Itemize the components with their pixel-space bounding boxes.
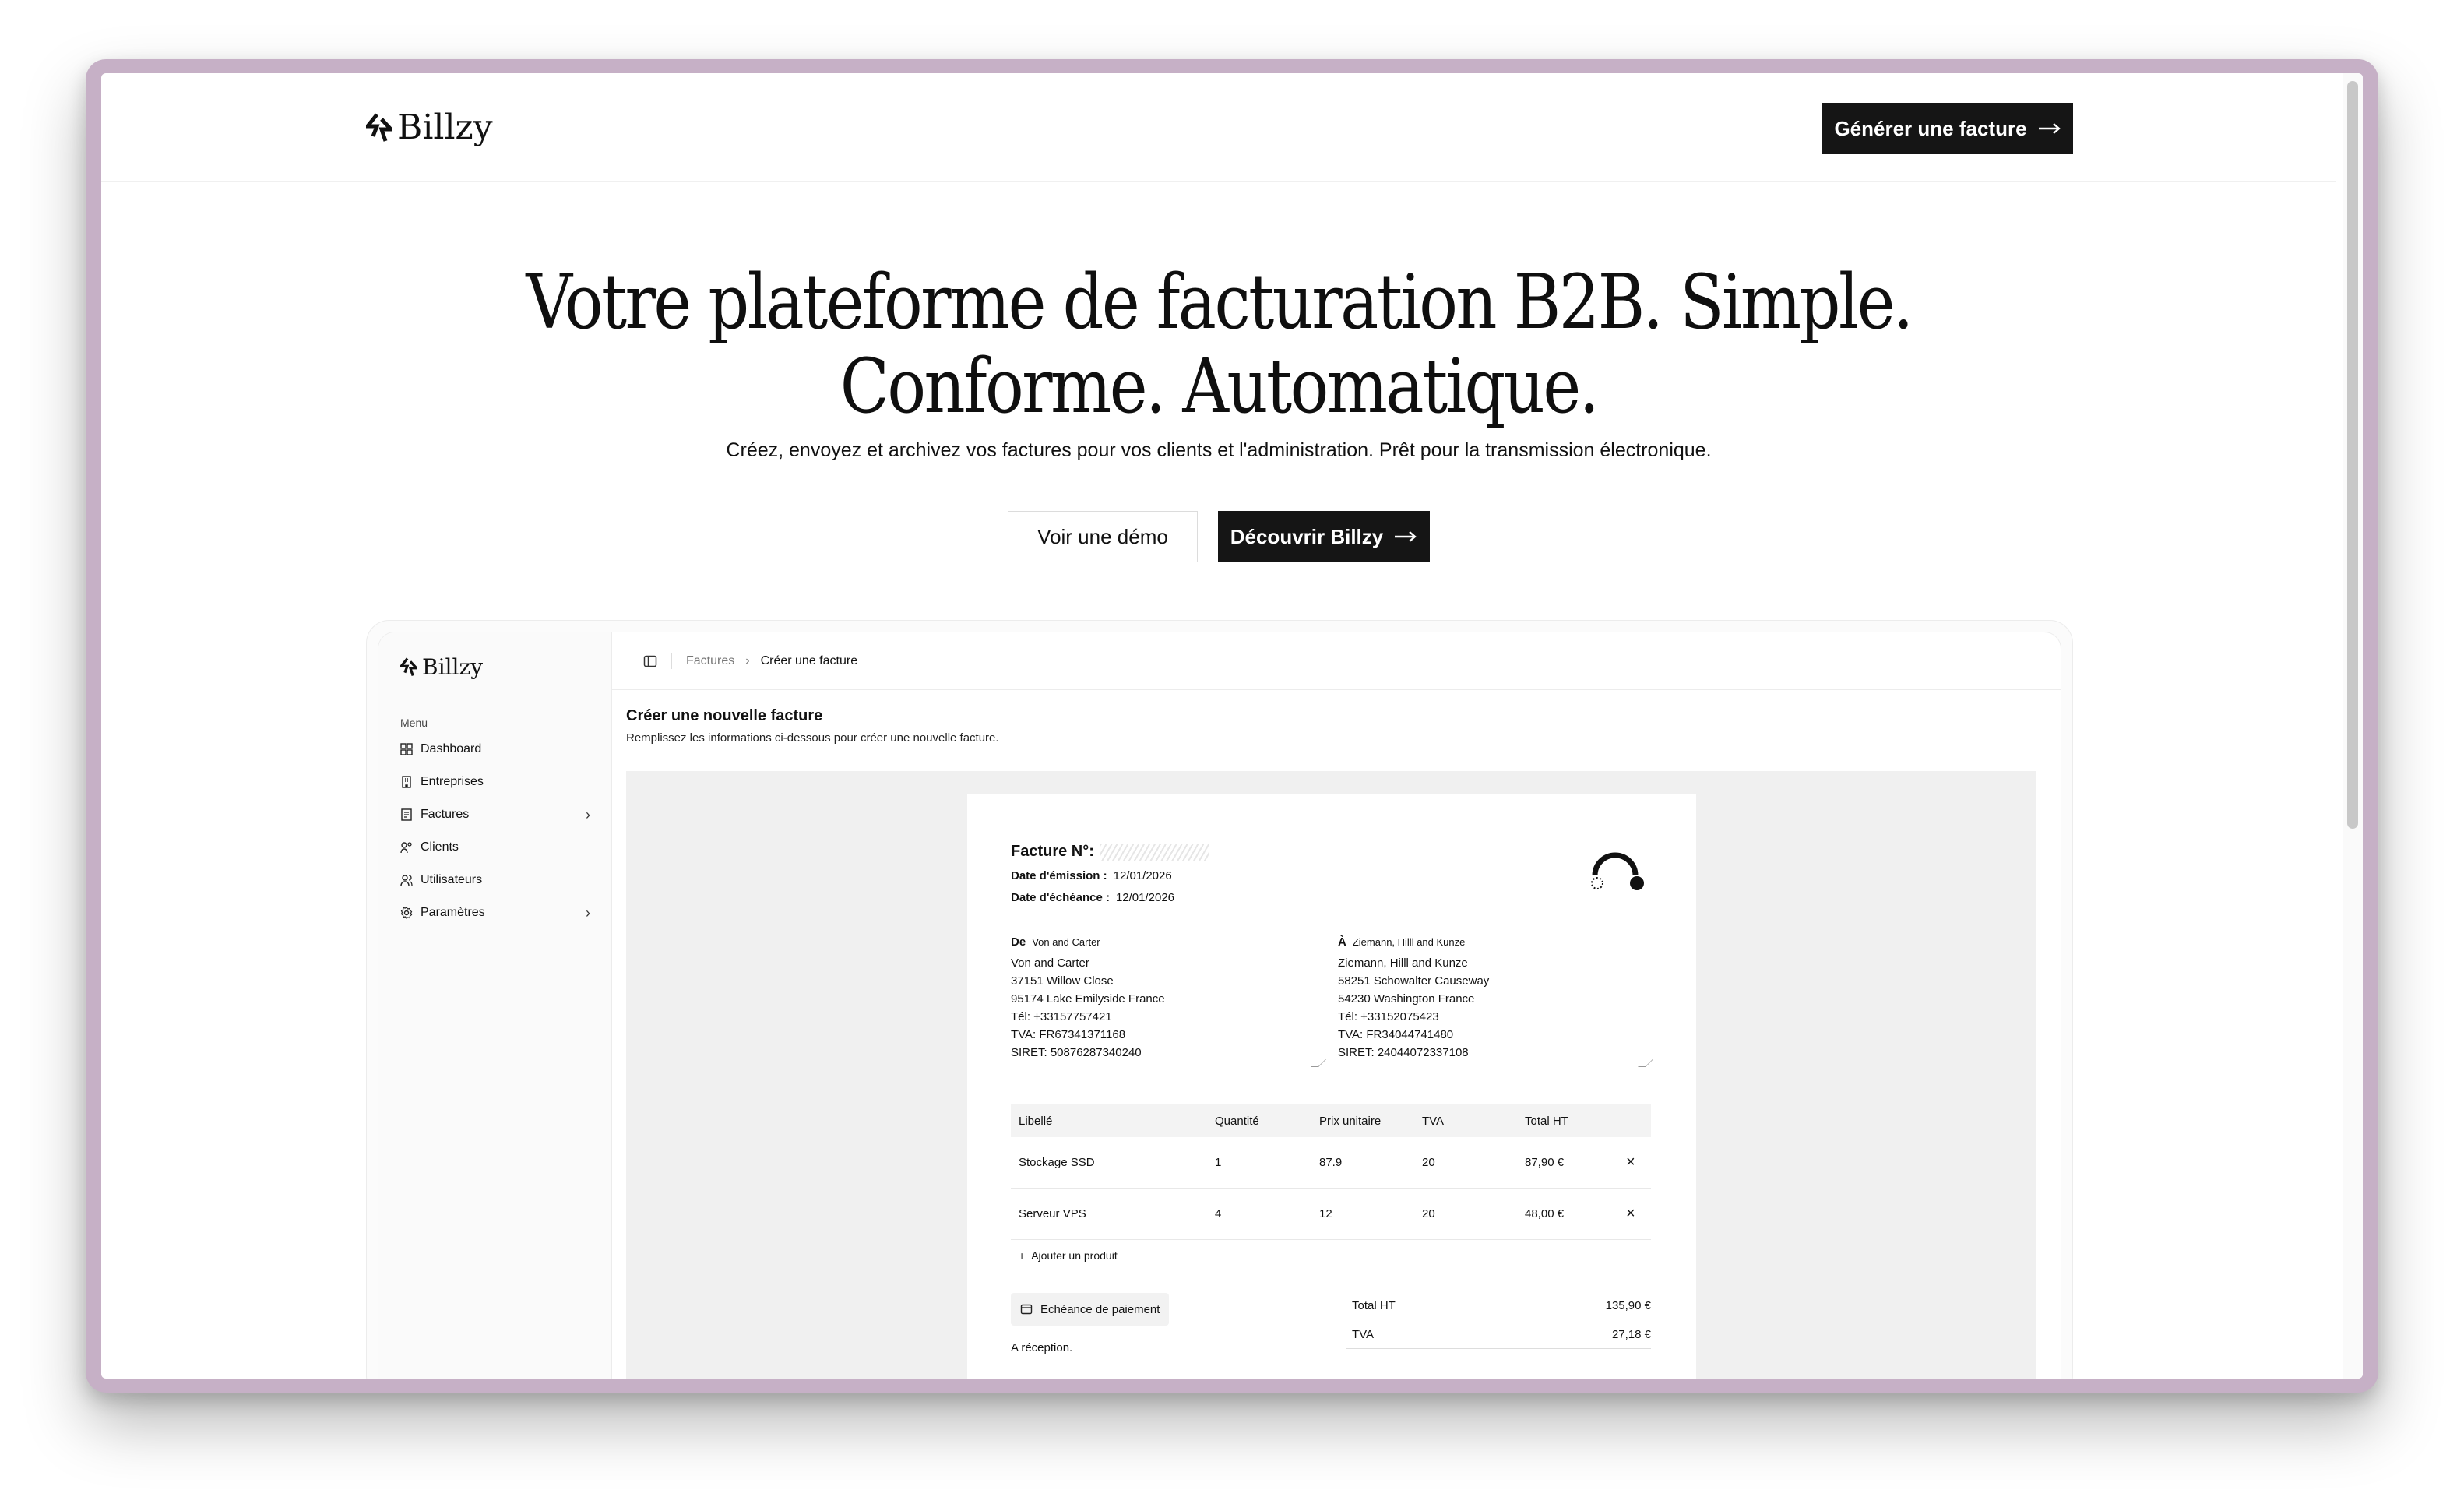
- from-line: Tél: +33157757421: [1011, 1010, 1112, 1023]
- cell-unit-price[interactable]: 87.9: [1319, 1156, 1343, 1169]
- chevron-right-icon: ›: [586, 806, 590, 822]
- issue-date-label: Date d'émission :: [1011, 869, 1107, 882]
- generate-invoice-label: Générer une facture: [1834, 116, 2027, 140]
- from-label: De: [1011, 935, 1026, 949]
- app-brand-logo[interactable]: [400, 654, 483, 680]
- from-name-small: Von and Carter: [1032, 936, 1100, 948]
- sidebar-item-label: Dashboard: [421, 742, 482, 756]
- to-line: 54230 Washington France: [1338, 992, 1475, 1006]
- sidebar-item-clients[interactable]: [400, 835, 590, 860]
- dashboard-icon: [400, 743, 413, 756]
- cell-quantity[interactable]: 4: [1215, 1207, 1222, 1220]
- column-header: Prix unitaire: [1319, 1114, 1382, 1128]
- sidebar-item-label: Clients: [421, 840, 459, 854]
- document-icon: [400, 808, 413, 821]
- to-party-header: [1338, 933, 1649, 951]
- add-product-button[interactable]: [1019, 1249, 1118, 1262]
- demo-button[interactable]: [1008, 511, 1198, 562]
- plus-icon: +: [1019, 1249, 1026, 1262]
- hero-title: [459, 260, 1979, 428]
- cell-label[interactable]: Stockage SSD: [1019, 1156, 1095, 1169]
- total-row: [1346, 1291, 1651, 1320]
- from-line: Von and Carter: [1011, 956, 1089, 970]
- app-preview: [366, 620, 2073, 1379]
- sidebar-item-parametres[interactable]: [400, 900, 590, 925]
- from-line: 37151 Willow Close: [1011, 974, 1114, 988]
- sidebar-item-factures[interactable]: [400, 802, 590, 827]
- demo-button-label: Voir une démo: [1037, 524, 1168, 548]
- line-items-table: [1011, 1104, 1651, 1240]
- sidebar-item-label: Factures: [421, 808, 470, 821]
- page-header: [626, 707, 999, 745]
- table-row: [1011, 1137, 1651, 1189]
- logo-icon: [400, 657, 417, 677]
- building-icon: [400, 776, 413, 788]
- arrow-right-icon: [1394, 530, 1417, 543]
- to-line: SIRET: 24044072337108: [1338, 1046, 1469, 1059]
- table-header: [1011, 1104, 1651, 1137]
- to-line: 58251 Schowalter Causeway: [1338, 974, 1490, 988]
- clients-icon: [400, 841, 413, 854]
- chevron-right-icon: ›: [745, 653, 750, 667]
- close-icon[interactable]: ×: [1626, 1154, 1635, 1171]
- to-label: À: [1338, 935, 1346, 949]
- sidebar-item-label: Paramètres: [421, 906, 485, 919]
- column-header: Libellé: [1019, 1114, 1053, 1128]
- brand-name: Billzy: [397, 107, 493, 147]
- cell-quantity[interactable]: 1: [1215, 1156, 1222, 1169]
- cell-vat[interactable]: 20: [1422, 1207, 1435, 1220]
- total-label: Total HT: [1352, 1299, 1396, 1312]
- sidebar-item-label: Utilisateurs: [421, 873, 483, 886]
- invoice-canvas: [626, 771, 2036, 1379]
- column-header: TVA: [1422, 1114, 1445, 1128]
- due-date-label: Date d'échéance :: [1011, 891, 1110, 904]
- from-line: 95174 Lake Emilyside France: [1011, 992, 1165, 1006]
- invoice-number-label: Facture N°:: [1011, 843, 1094, 860]
- hero-title-line-1: Votre plateforme de facturation B2B. Simple.: [526, 259, 1912, 346]
- cell-label[interactable]: Serveur VPS: [1019, 1207, 1086, 1220]
- to-line: Ziemann, Hilll and Kunze: [1338, 956, 1468, 970]
- payment-term-label: Echéance de paiement: [1040, 1302, 1160, 1316]
- to-line: Tél: +33152075423: [1338, 1010, 1439, 1023]
- page-title: Créer une nouvelle facture: [626, 707, 823, 724]
- sidebar-item-utilisateurs[interactable]: [400, 868, 590, 893]
- due-date-row: [1011, 891, 1174, 904]
- column-header: Quantité: [1215, 1114, 1259, 1128]
- from-line: TVA: FR67341371168: [1011, 1028, 1126, 1041]
- breadcrumb-divider: [671, 653, 672, 669]
- from-party[interactable]: [1011, 933, 1322, 1062]
- breadcrumb-parent[interactable]: Factures: [686, 653, 735, 667]
- column-header: Total HT: [1525, 1114, 1568, 1128]
- discover-button[interactable]: [1218, 511, 1430, 562]
- cell-total: 48,00 €: [1525, 1207, 1565, 1220]
- total-value: 135,90 €: [1605, 1299, 1651, 1312]
- invoice-sheet: [967, 794, 1696, 1379]
- total-label: TVA: [1352, 1327, 1375, 1341]
- top-nav: [101, 73, 2336, 182]
- issue-date-value[interactable]: 12/01/2026: [1113, 869, 1172, 882]
- cell-unit-price[interactable]: 12: [1319, 1207, 1332, 1220]
- due-date-value[interactable]: 12/01/2026: [1115, 891, 1175, 904]
- page-description: Remplissez les informations ci-dessous pour créer une nouvelle facture.: [626, 731, 999, 745]
- logo-icon: [366, 113, 392, 143]
- gear-icon: [400, 907, 413, 919]
- issue-date-row: [1011, 869, 1172, 882]
- discover-button-label: Découvrir Billzy: [1230, 524, 1384, 548]
- cell-vat[interactable]: 20: [1422, 1156, 1435, 1169]
- total-row: [1346, 1320, 1651, 1349]
- payment-term-button[interactable]: [1011, 1293, 1169, 1326]
- calendar-icon: [1020, 1303, 1033, 1316]
- generate-invoice-button[interactable]: [1822, 103, 2073, 154]
- company-logo-icon[interactable]: [1587, 841, 1649, 896]
- to-name-small: Ziemann, Hilll and Kunze: [1352, 936, 1466, 948]
- to-party[interactable]: [1338, 933, 1649, 1062]
- app-preview-frame: [378, 632, 2061, 1379]
- app-brand-name: Billzy: [422, 654, 484, 680]
- page-viewport: [101, 73, 2363, 1379]
- hero-subtitle: Créez, envoyez et archivez vos factures pour vos clients et l'administration. Prêt pour la transmission électronique.: [726, 439, 1712, 461]
- chevron-right-icon: ›: [586, 904, 590, 921]
- breadcrumb: [612, 632, 2061, 690]
- from-line: SIRET: 50876287340240: [1011, 1046, 1142, 1059]
- sidebar-toggle-icon[interactable]: [643, 654, 657, 668]
- add-product-label: Ajouter un produit: [1031, 1249, 1118, 1262]
- hero-title-line-2: Conforme. Automatique.: [840, 343, 1598, 430]
- browser-window: [86, 59, 2378, 1393]
- invoice-number-row: [1011, 843, 1209, 861]
- total-value: 27,18 €: [1611, 1327, 1651, 1341]
- arrow-right-icon: [2038, 122, 2061, 135]
- app-sidebar: [378, 632, 612, 1379]
- brand-logo[interactable]: [366, 107, 493, 147]
- users-icon: [400, 874, 413, 886]
- payment-term-text: A réception.: [1011, 1341, 1073, 1354]
- scrollbar-thumb[interactable]: [2347, 81, 2358, 829]
- invoice-number-placeholder: [1100, 844, 1209, 861]
- sidebar-item-label: Entreprises: [421, 775, 484, 788]
- totals-block: [1346, 1291, 1651, 1349]
- sidebar-item-dashboard[interactable]: [400, 737, 590, 762]
- breadcrumb-current: Créer une facture: [760, 653, 858, 667]
- sidebar-item-entreprises[interactable]: [400, 770, 590, 794]
- cell-total: 87,90 €: [1525, 1156, 1565, 1169]
- to-line: TVA: FR34044741480: [1338, 1028, 1454, 1041]
- from-party-header: [1011, 933, 1322, 951]
- close-icon[interactable]: ×: [1626, 1205, 1635, 1222]
- table-row: [1011, 1189, 1651, 1240]
- menu-section-label: Menu: [400, 717, 428, 729]
- scrollbar-track[interactable]: [2343, 73, 2363, 1379]
